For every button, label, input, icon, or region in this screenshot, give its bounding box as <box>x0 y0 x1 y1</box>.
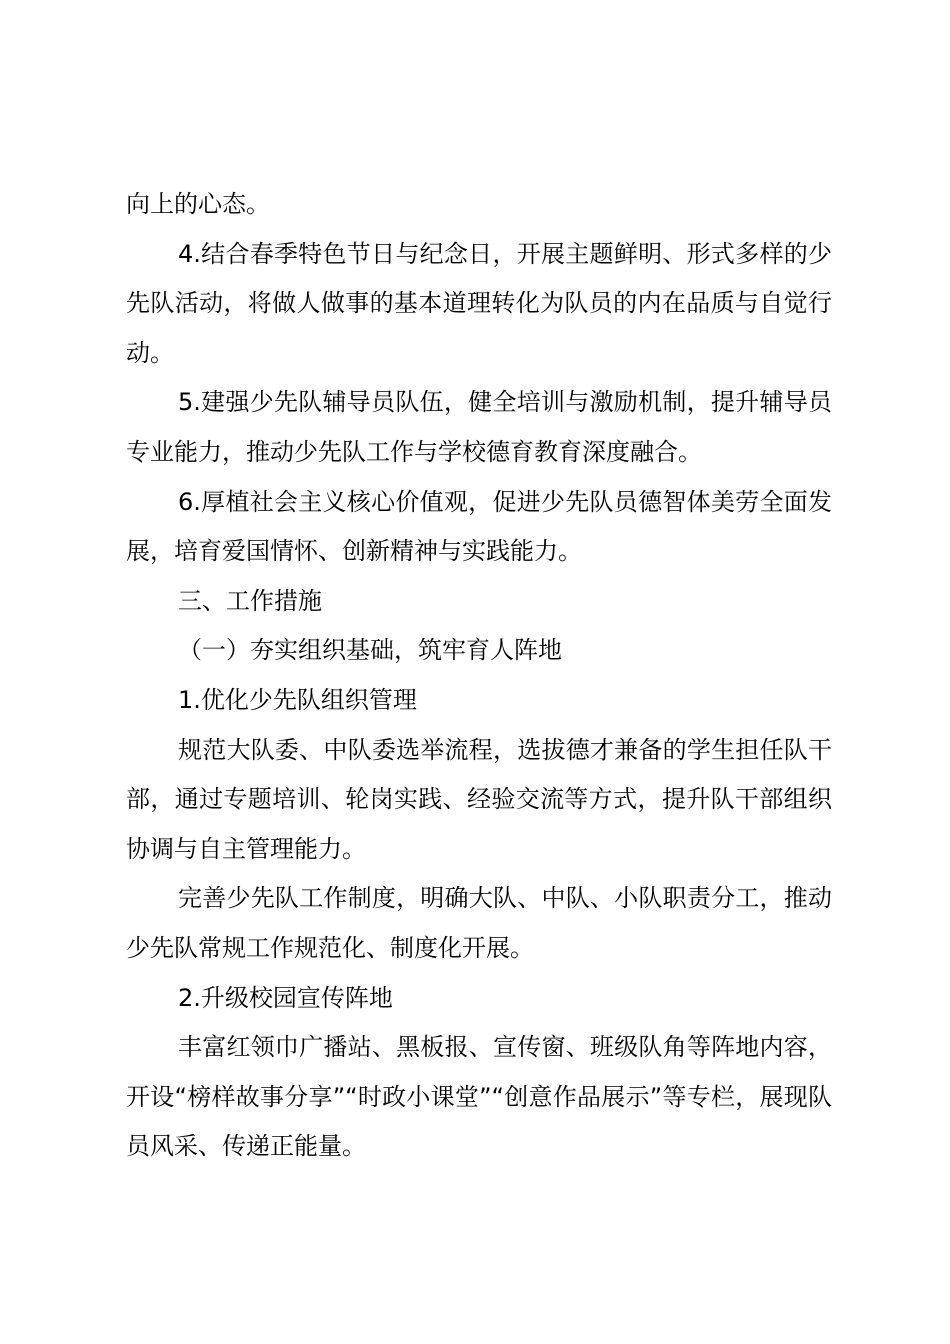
paragraph-goal-6: 6.厚植社会主义核心价值观，促进少先队员德智体美劳全面发展，培育爱国情怀、创新精神与实践能力。 <box>126 487 832 566</box>
paragraph-system: 完善少先队工作制度，明确大队、中队、小队职责分工，推动少先队常规工作规范化、制度化开展。 <box>126 884 832 962</box>
document-body <box>126 180 832 1172</box>
paragraph-continuation: 向上的心态。 <box>126 190 270 218</box>
subsection-heading-1: （一）夯实组织基础，筑牢育人阵地 <box>178 636 562 665</box>
paragraph-goal-4: 4.结合春季特色节日与纪念日，开展主题鲜明、形式多样的少先队活动，将做人做事的基本道理转化为队员的内在品质与自觉行动。 <box>126 239 832 367</box>
paragraph-goal-5: 5.建强少先队辅导员队伍，健全培训与激励机制，提升辅导员专业能力，推动少先队工作与学校德育教育深度融合。 <box>126 388 832 466</box>
paragraph-elections: 规范大队委、中队委选举流程，选拔德才兼备的学生担任队干部，通过专题培训、轮岗实践、经验交流等方式，提升队干部组织协调与自主管理能力。 <box>126 735 832 863</box>
item-heading-2: 2.升级校园宣传阵地 <box>178 983 393 1012</box>
section-heading-measures: 三、工作措施 <box>178 586 322 615</box>
item-heading-1: 1.优化少先队组织管理 <box>178 685 417 714</box>
paragraph-publicity: 丰富红领巾广播站、黑板报、宣传窗、班级队角等阵地内容，开设“榜样故事分享”“时政小课堂”“创意作品展示”等专栏，展现队员风采、传递正能量。 <box>126 1033 832 1161</box>
